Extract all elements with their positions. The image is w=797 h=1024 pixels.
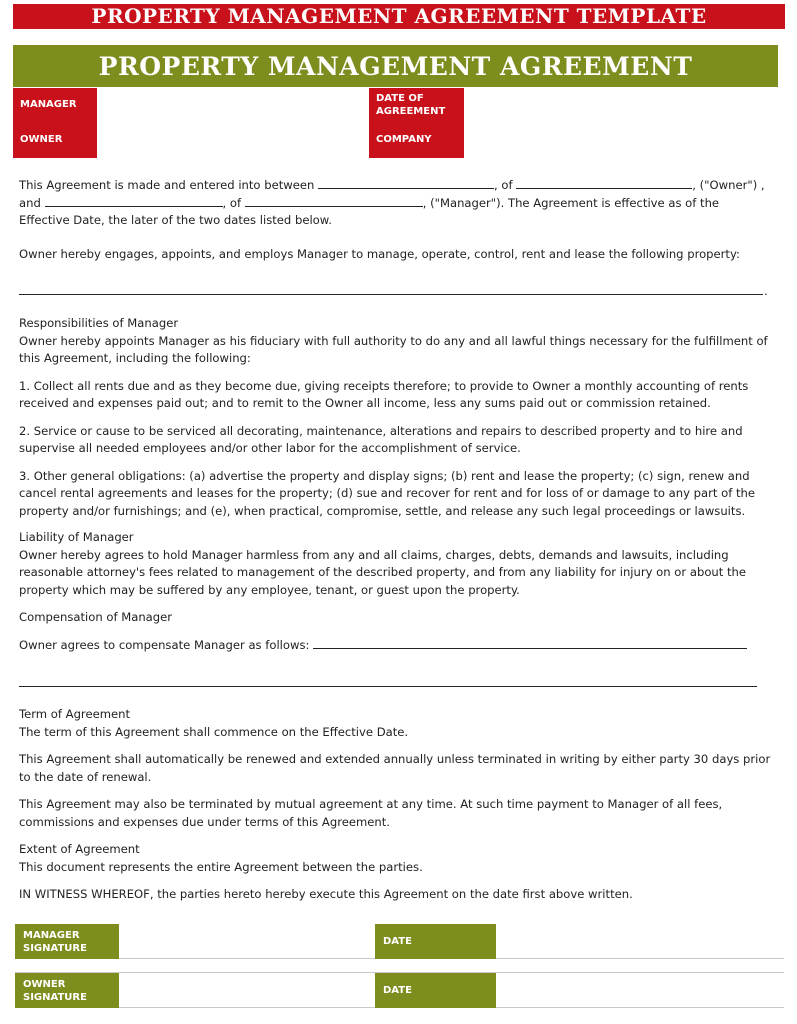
extent-heading: Extent of Agreement bbox=[19, 842, 140, 856]
term-text-1: The term of this Agreement shall commence on the Effective Date. bbox=[19, 724, 409, 739]
term-heading: Term of Agreement bbox=[19, 707, 131, 721]
manager-signature-field[interactable] bbox=[119, 958, 375, 959]
manager-name-blank[interactable] bbox=[45, 195, 223, 207]
agreement-title: PROPERTY MANAGEMENT AGREEMENT bbox=[13, 45, 778, 87]
intro-text: This Agreement is made and entered into between bbox=[19, 178, 315, 192]
owner-date-label: DATE bbox=[375, 973, 496, 1008]
date-company-label-box bbox=[369, 88, 464, 158]
compensation-blank-line-2[interactable] bbox=[19, 686, 757, 687]
agreement-label: AGREEMENT bbox=[376, 106, 446, 117]
responsibility-item-2: 2. Service or cause to be serviced all decorating, maintenance, alterations and repairs to described property and to hire and supervise all needed employees and/or other labor for the accomplishment of service. bbox=[19, 423, 743, 455]
compensation-blank[interactable] bbox=[313, 637, 747, 649]
manager-address-blank[interactable] bbox=[245, 195, 423, 207]
responsibilities-intro: Owner hereby appoints Manager as his fiduciary with full authority to do any and all lawful things necessary for the fulfillment of this Agreement, including the following: bbox=[19, 333, 768, 365]
responsibility-item-1: 1. Collect all rents due and as they become due, giving receipts therefore; to provide to Owner a monthly accounting of rents received and expenses paid out; and to remit to the Owner all income, less any sums paid out or commission retained. bbox=[19, 378, 749, 410]
responsibilities-heading: Responsibilities of Manager bbox=[19, 316, 179, 330]
extent-text: This document represents the entire Agreement between the parties. bbox=[19, 859, 423, 874]
owner-signature-label: OWNER SIGNATURE bbox=[15, 973, 119, 1008]
witness-text: IN WITNESS WHEREOF, the parties hereto hereby execute this Agreement on the date first above written. bbox=[19, 887, 633, 901]
manager-date-label: DATE bbox=[375, 924, 496, 959]
engage-end-period: . bbox=[764, 284, 768, 298]
term-text-2: This Agreement shall automatically be renewed and extended annually unless terminated in writing by either party 30 days prior to the date of renewal. bbox=[19, 752, 771, 784]
company-label: COMPANY bbox=[376, 134, 432, 145]
template-banner: PROPERTY MANAGEMENT AGREEMENT TEMPLATE bbox=[13, 4, 785, 29]
extent-section bbox=[19, 841, 771, 904]
owner-signature-bottom-field[interactable] bbox=[119, 1007, 375, 1008]
manager-owner-label-box bbox=[13, 88, 97, 158]
effective-date-text: Effective Date, the later of the two dates listed below. bbox=[19, 213, 332, 227]
liability-text: Owner hereby agrees to hold Manager harmless from any and all claims, charges, debts, demands and lawsuits, including reasonable attorney's fees related to management of the described property, and from any liability for injury on or about the property which may be suffered by any employee, tenant, or guest upon the property. bbox=[19, 547, 747, 597]
date-of-label: DATE OF bbox=[376, 93, 424, 104]
manager-label: MANAGER bbox=[20, 99, 77, 110]
liability-heading: Liability of Manager bbox=[19, 530, 134, 544]
term-text-3: This Agreement may also be terminated by mutual agreement at any time. At such time payment to Manager of all fees, commissions and expenses due under terms of this Agreement. bbox=[19, 797, 723, 829]
responsibilities-section bbox=[19, 315, 771, 520]
compensation-text: Owner agrees to compensate Manager as follows: bbox=[19, 637, 771, 655]
term-section bbox=[19, 706, 771, 831]
owner-date-field[interactable] bbox=[496, 1007, 784, 1008]
responsibility-item-3: 3. Other general obligations: (a) advertise the property and display signs; (b) rent and lease the property; (c) sign, renew and cancel rental agreements and leases for the property; (d) sue and recover for rent and for loss of or damage to any part of the property and/or furnishings; and (e), when practical, compromise, settle, and release any such legal proceedings or lawsuits. bbox=[19, 468, 756, 518]
property-description-blank[interactable] bbox=[19, 294, 763, 295]
intro-paragraph: This Agreement is made and entered into between , of , ("Owner") , and , of , ("Manager"). The Agreement is effective as of the Effective Date, the later of the two dates listed below. bbox=[19, 177, 771, 230]
liability-section bbox=[19, 529, 771, 599]
compensation-heading: Compensation of Manager bbox=[19, 610, 173, 624]
owner-address-blank[interactable] bbox=[516, 177, 692, 189]
manager-date-field[interactable] bbox=[496, 958, 784, 959]
owner-label: OWNER bbox=[20, 134, 63, 145]
manager-signature-label: MANAGER SIGNATURE bbox=[15, 924, 119, 959]
owner-name-blank[interactable] bbox=[318, 177, 494, 189]
engage-paragraph: Owner hereby engages, appoints, and employs Manager to manage, operate, control, rent and lease the following property: bbox=[19, 247, 740, 261]
